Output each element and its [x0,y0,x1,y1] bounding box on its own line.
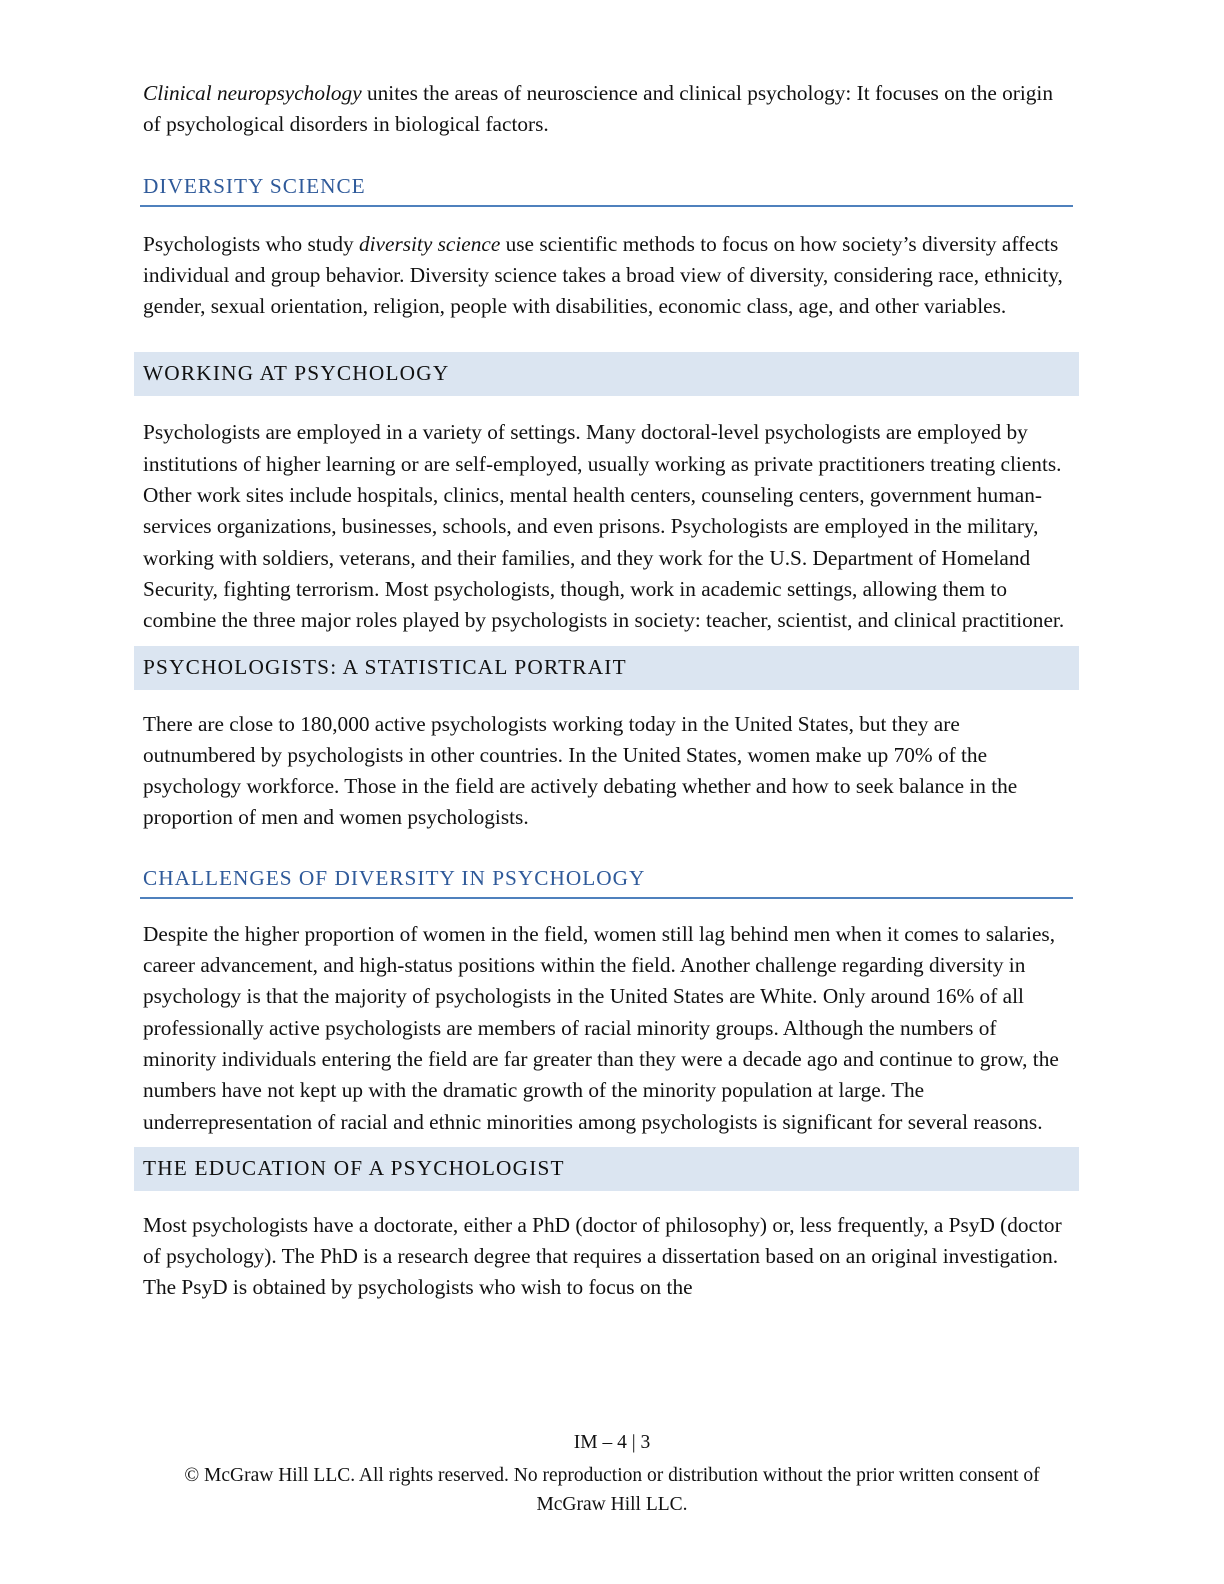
intro-paragraph: Clinical neuropsychology unites the areas of neuroscience and clinical psychology: It focuses on the origin of psychological disorders in biological factors. [143,81,1053,137]
document-page [143,78,1073,1304]
copyright-notice: © McGraw Hill LLC. All rights reserved. No reproduction or distribution without the prior written consent of McGraw Hill LLC. [184,1465,1040,1515]
page-number: IM – 4 | 3 [573,1432,651,1453]
challenges-paragraph: Despite the higher proportion of women in the field, women still lag behind men when it comes to salaries, career advancement, and high-status positions within the field. Another challenge regarding diversity in psychology is that the majority of psychologists in the United States are White. Only around 16% of all professionally active psychologists are members of racial minority groups. Although the numbers of minority individuals entering the field are far greater than they were a decade ago and continue to grow, the numbers have not kept up with the dramatic growth of the minority population at large. The underrepresentation of racial and ethnic minorities among psychologists is significant for several reasons. [143,921,1059,1134]
intro-term: Clinical neuropsychology [143,81,362,105]
heading-diversity-science: DIVERSITY SCIENCE [140,174,1073,207]
heading-education: THE EDUCATION OF A PSYCHOLOGIST [134,1147,1079,1191]
heading-statistical-portrait: PSYCHOLOGISTS: A STATISTICAL PORTRAIT [134,646,1079,690]
diversity-science-paragraph: Psychologists who study diversity science use scientific methods to focus on how society’s diversity affects individual and group behavior. Diversity science takes a broad view of diversity, considering race, ethnicity, gender, sexual orientation, religion, people with disabilities, economic class, age, and other variables. [143,231,1063,319]
working-paragraph: Psychologists are employed in a variety of settings. Many doctoral-level psychologists are employed by institutions of higher learning or are self-employed, usually working as private practitioners treating clients. Other work sites include hospitals, clinics, mental health centers, counseling centers, government human-services organizations, businesses, schools, and even prisons. Psychologists are employed in the military, working with soldiers, veterans, and their families, and they work for the U.S. Department of Homeland Security, fighting terrorism. Most psychologists, though, work in academic settings, allowing them to combine the three major roles played by psychologists in society: teacher, scientist, and clinical practitioner. [143,420,1065,633]
education-paragraph: Most psychologists have a doctorate, either a PhD (doctor of philosophy) or, less frequently, a PsyD (doctor of psychology). The PhD is a research degree that requires a dissertation based on an original investigation. The PsyD is obtained by psychologists who wish to focus on the [143,1212,1062,1300]
heading-challenges-of-diversity: CHALLENGES OF DIVERSITY IN PSYCHOLOGY [140,866,1073,899]
statistical-paragraph: There are close to 180,000 active psychologists working today in the United States, but they are outnumbered by psychologists in other countries. In the United States, women make up 70% of the psychology workforce. Those in the field are actively debating whether and how to seek balance in the proportion of men and women psychologists. [143,711,1018,830]
heading-working-at-psychology: WORKING AT PSYCHOLOGY [134,352,1079,396]
